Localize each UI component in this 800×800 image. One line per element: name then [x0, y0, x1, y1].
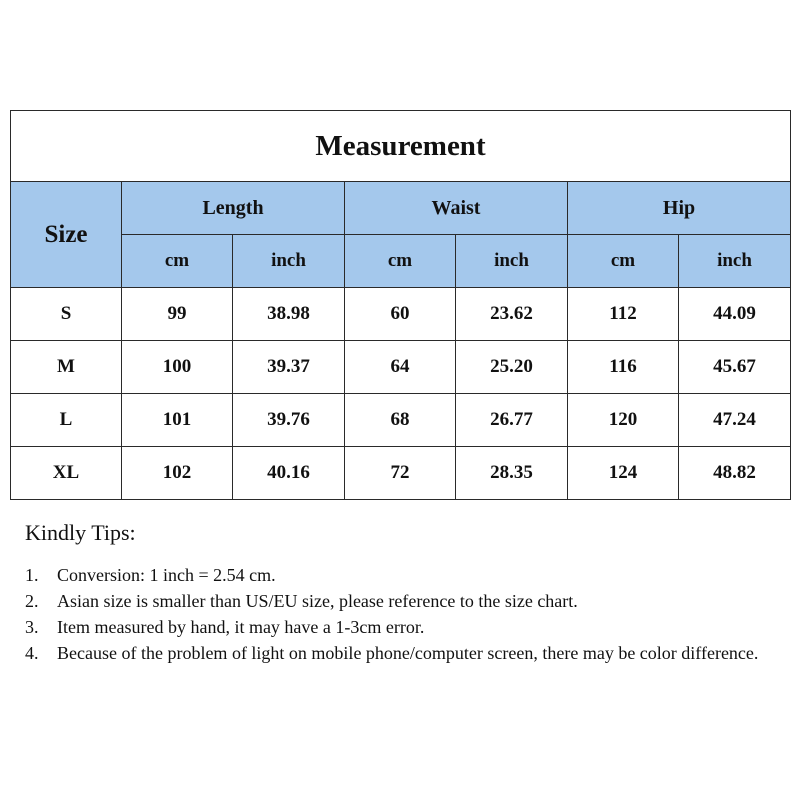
value-cell: 40.16 — [233, 447, 345, 500]
size-cell: L — [11, 394, 122, 447]
value-cell: 102 — [122, 447, 233, 500]
value-cell: 44.09 — [679, 288, 791, 341]
tip-text: Asian size is smaller than US/EU size, please reference to the size chart. — [57, 591, 578, 611]
tip-number: 4. — [25, 643, 39, 663]
value-cell: 116 — [568, 341, 679, 394]
size-cell: M — [11, 341, 122, 394]
tip-text: Item measured by hand, it may have a 1-3cm error. — [57, 617, 425, 637]
tip-item — [25, 562, 770, 588]
value-cell: 72 — [345, 447, 456, 500]
tip-item — [25, 588, 770, 614]
value-cell: 112 — [568, 288, 679, 341]
value-cell: 26.77 — [456, 394, 568, 447]
table-title: Measurement — [11, 111, 791, 182]
group-header-hip: Hip — [568, 182, 791, 235]
value-cell: 28.35 — [456, 447, 568, 500]
table-row — [11, 341, 791, 394]
value-cell: 124 — [568, 447, 679, 500]
size-header: Size — [11, 182, 122, 288]
value-cell: 101 — [122, 394, 233, 447]
tip-text: Conversion: 1 inch = 2.54 cm. — [57, 565, 276, 585]
tip-number: 2. — [25, 591, 39, 611]
value-cell: 45.67 — [679, 341, 791, 394]
tip-text: Because of the problem of light on mobile phone/computer screen, there may be color difference. — [57, 643, 759, 663]
value-cell: 25.20 — [456, 341, 568, 394]
unit-header: inch — [679, 235, 791, 288]
value-cell: 39.37 — [233, 341, 345, 394]
table-row — [11, 447, 791, 500]
table-row — [11, 394, 791, 447]
value-cell: 64 — [345, 341, 456, 394]
tips-section — [25, 520, 770, 666]
group-header-length: Length — [122, 182, 345, 235]
value-cell: 99 — [122, 288, 233, 341]
group-header-waist: Waist — [345, 182, 568, 235]
value-cell: 23.62 — [456, 288, 568, 341]
value-cell: 60 — [345, 288, 456, 341]
size-cell: S — [11, 288, 122, 341]
unit-header: cm — [122, 235, 233, 288]
tip-item — [25, 614, 770, 640]
value-cell: 100 — [122, 341, 233, 394]
unit-header: cm — [568, 235, 679, 288]
tips-title: Kindly Tips: — [25, 520, 136, 545]
table-row — [11, 288, 791, 341]
size-table — [10, 110, 791, 500]
unit-header: inch — [456, 235, 568, 288]
unit-header: cm — [345, 235, 456, 288]
value-cell: 39.76 — [233, 394, 345, 447]
tip-item — [25, 640, 770, 666]
tips-list — [25, 562, 770, 666]
tip-number: 3. — [25, 617, 39, 637]
value-cell: 48.82 — [679, 447, 791, 500]
unit-header: inch — [233, 235, 345, 288]
size-cell: XL — [11, 447, 122, 500]
value-cell: 120 — [568, 394, 679, 447]
value-cell: 38.98 — [233, 288, 345, 341]
tip-number: 1. — [25, 565, 39, 585]
value-cell: 68 — [345, 394, 456, 447]
value-cell: 47.24 — [679, 394, 791, 447]
